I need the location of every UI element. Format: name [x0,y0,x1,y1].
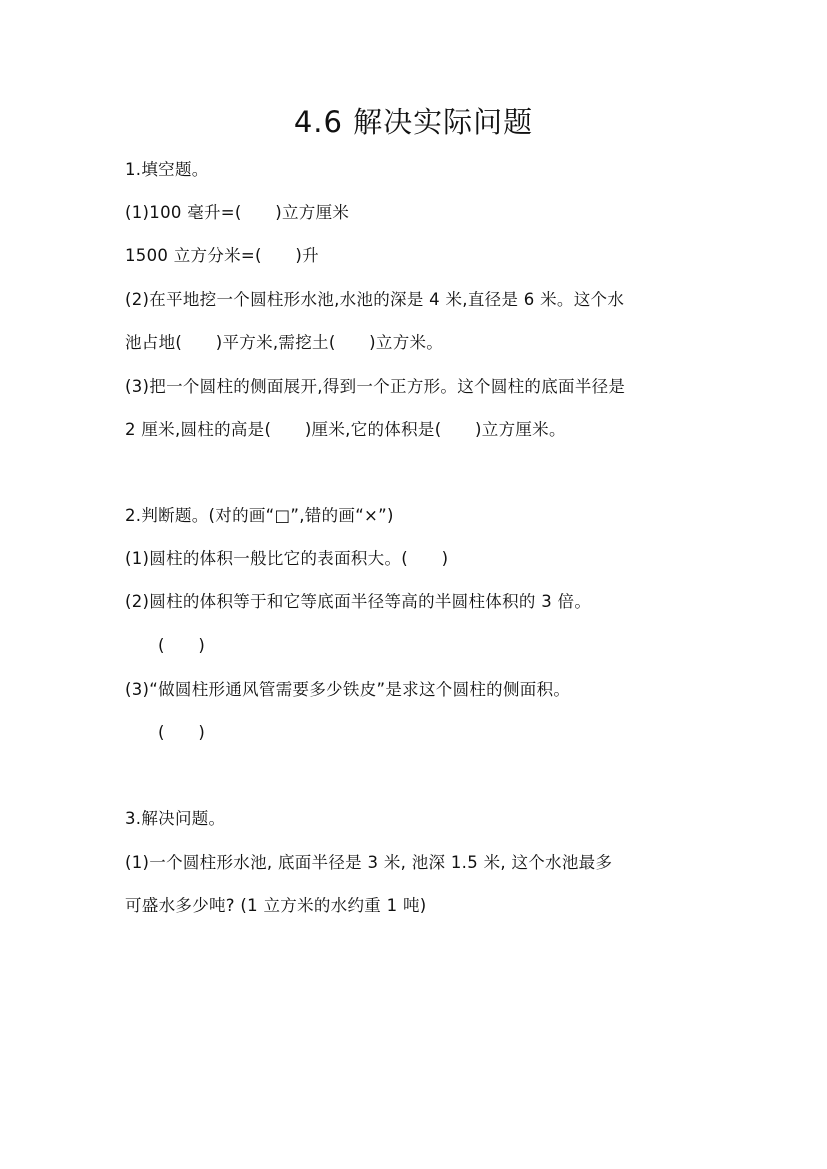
section1-q2-line1: (2)在平地挖一个圆柱形水池,水池的深是 4 米,直径是 6 米。这个水 [125,290,625,309]
section3-heading: 3.解决问题。 [125,809,226,828]
section2-q1: (1)圆柱的体积一般比它的表面积大。( ) [125,549,449,568]
section3-q1-line2: 可盛水多少吨? (1 立方米的水约重 1 吨) [125,896,427,915]
section2-q2-answer: ( ) [158,636,206,655]
section1-q1-line2: 1500 立方分米=( )升 [125,246,319,265]
section2-q2-line1: (2)圆柱的体积等于和它等底面半径等高的半圆柱体积的 3 倍。 [125,592,592,611]
section2-q3-line1: (3)“做圆柱形通风管需要多少铁皮”是求这个圆柱的侧面积。 [125,680,571,699]
section2-q3-answer: ( ) [158,723,206,742]
section1-q3-line1: (3)把一个圆柱的侧面展开,得到一个正方形。这个圆柱的底面半径是 [125,377,626,396]
page-title: 4.6 解决实际问题 [293,105,534,139]
section1-q1-line1: (1)100 毫升=( )立方厘米 [125,203,350,222]
section1-q2-line2: 池占地( )平方米,需挖土( )立方米。 [125,333,444,352]
section2-heading: 2.判断题。(对的画“□”,错的画“×”) [125,506,394,525]
section1-q3-line2: 2 厘米,圆柱的高是( )厘米,它的体积是( )立方厘米。 [125,420,566,439]
section3-q1-line1: (1)一个圆柱形水池, 底面半径是 3 米, 池深 1.5 米, 这个水池最多 [125,853,613,872]
section1-heading: 1.填空题。 [125,160,209,179]
